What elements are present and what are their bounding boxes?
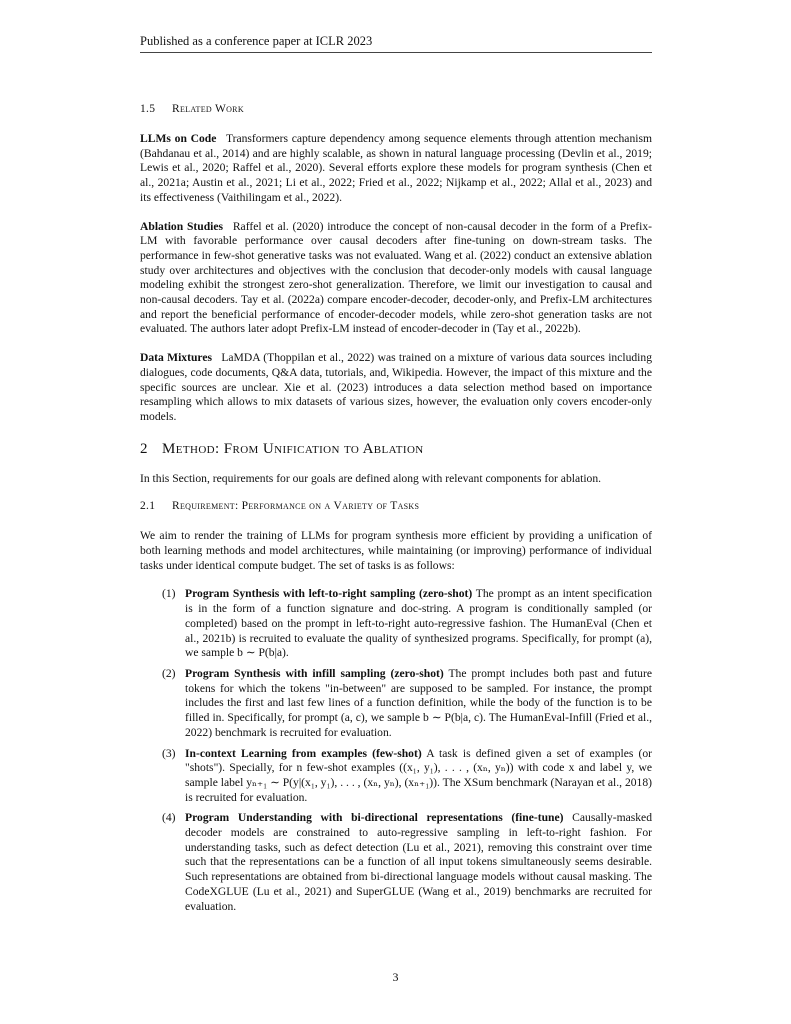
paragraph-lead: Ablation Studies xyxy=(140,219,224,233)
section-title: Method: From Unification to Ablation xyxy=(162,440,424,457)
subsection-title: Requirement: Performance on a Variety of Tasks xyxy=(172,500,420,513)
task-body: Causally-masked decoder models are constrained to auto-regressive sampling in left-to-right fashion. For understanding tasks, such as defect detection (Lu et al., 2021), removing this constraint over time such that the representations can be a function of all input tokens simultaneously seems desirable. Such representations are obtained from bi-directional language models without causal masking. The CodeXGLUE (Lu et al., 2021) and SuperGLUE (Wang et al., 2019) benchmarks are recruited for evaluation. xyxy=(185,811,652,913)
requirement-intro: We aim to render the training of LLMs for program synthesis more efficient by providing a unification of both learning methods and model architectures, while maintaining (or improving) performance of individual tasks under identical compute budget. The set of tasks is as follows: xyxy=(140,529,652,572)
paragraph-text: Transformers capture dependency among sequence elements through attention mechanism (Bahdanau et al., 2014) and are highly scalable, as shown in natural language processing (Devlin et al., 2019; Lewis et al., 2020; Raffel et al., 2020). Several efforts explore these models for program synthesis (Chen et al., 2021a; Austin et al., 2021; Li et al., 2022; Fried et al., 2022; Nijkamp et al., 2022; Allal et al., 2023) and its effectiveness (Vaithilingam et al., 2022). xyxy=(140,132,652,204)
page-number: 3 xyxy=(392,970,399,984)
section-heading-method xyxy=(140,441,652,458)
task-title: Program Synthesis with left-to-right sampling (zero-shot) xyxy=(185,587,473,601)
list-index: (4) xyxy=(162,811,176,825)
paragraph-data-mixtures xyxy=(140,351,652,425)
subsection-number: 2.1 xyxy=(140,500,156,513)
task-body: The prompt includes both past and future tokens for which the tokens "in-between" are supposed to be sampled. For instance, the prompt includes the first and last few lines of a function definition, while the body of the function is to be filled in. Specifically, for prompt (a, c), we sample b ∼ P(b|a, c). The HumanEval-Infill (Fried et al., 2022) benchmark is recruited for evaluation. xyxy=(185,666,652,739)
subsection-title: Related Work xyxy=(172,103,244,115)
list-item xyxy=(140,811,652,914)
list-item xyxy=(140,667,652,741)
task-title: In-context Learning from examples (few-shot) xyxy=(185,746,422,760)
running-header: Published as a conference paper at ICLR 2023 xyxy=(140,34,652,53)
paragraph-llms-on-code xyxy=(140,132,652,206)
paragraph-text: Raffel et al. (2020) introduce the concept of non-causal decoder in the form of a Prefix-LM with favorable performance over causal decoders after fine-tuning on down-stream tasks. The performance in few-shot generative tasks was not evaluated. Wang et al. (2022) conduct an extensive ablation study over architectures and objectives with the conclusion that decoder-only models with causal language modeling exhibit the strongest zero-shot generalization. Therefore, we limit our investigation to causal and non-causal decoders. Tay et al. (2022a) compare encoder-decoder, decoder-only, and Prefix-LM architectures and report the beneficial performance of encoder-decoder models, while zero-shot generation tasks are not evaluated. The authors later adopt Prefix-LM instead of encoder-decoder in (Tay et al., 2022b). xyxy=(140,219,652,336)
list-item xyxy=(140,587,652,661)
list-index: (3) xyxy=(162,746,176,760)
task-body: A task is defined given a set of examples (or "shots"). Specially, for n few-shot examples ((x₁, y₁), . . . , (xₙ, yₙ)) with code x and label y, we sample label yₙ₊₁ ∼ P(y|(x₁, y₁), . . . , (xₙ, yₙ), (xₙ₊₁)). The XSum benchmark (Narayan et al., 2018) is recruited for evaluation. xyxy=(185,746,652,804)
subsection-heading-requirement xyxy=(140,500,652,516)
subsection-number: 1.5 xyxy=(140,103,156,115)
list-index: (2) xyxy=(162,666,176,680)
page-body xyxy=(140,103,652,920)
method-intro: In this Section, requirements for our goals are defined along with relevant components for ablation. xyxy=(140,471,602,485)
task-title: Program Synthesis with infill sampling (zero-shot) xyxy=(185,666,444,680)
task-list xyxy=(140,587,652,914)
paragraph-lead: LLMs on Code xyxy=(140,132,217,145)
task-body: The prompt as an intent specification is in the form of a function signature and doc-string. A program is conditionally sampled (or completed) based on the prompt in left-to-right auto-regressive fashion. The HumanEval (Chen et al., 2021b) is recruited to evaluate the quality of synthesized programs. Specifically, for prompt (a), we sample b ∼ P(b|a). xyxy=(185,587,652,660)
task-title: Program Understanding with bi-directional representations (fine-tune) xyxy=(185,811,564,825)
paragraph-text: LaMDA (Thoppilan et al., 2022) was trained on a mixture of various data sources including dialogues, code documents, Q&A data, tutorials, and, Wikipedia. However, the impact of this mixture and the specific sources are unclear. Xie et al. (2023) introduces a data selection method based on importance resampling which allows to mix datasets of various sizes, however, the evaluation only covers encoder-only models. xyxy=(140,351,652,423)
subsection-heading-related-work xyxy=(140,103,652,119)
section-number: 2 xyxy=(140,440,148,457)
paragraph-ablation-studies xyxy=(140,220,652,338)
list-index: (1) xyxy=(162,587,176,601)
paragraph-lead: Data Mixtures xyxy=(140,351,212,365)
list-item xyxy=(140,747,652,806)
